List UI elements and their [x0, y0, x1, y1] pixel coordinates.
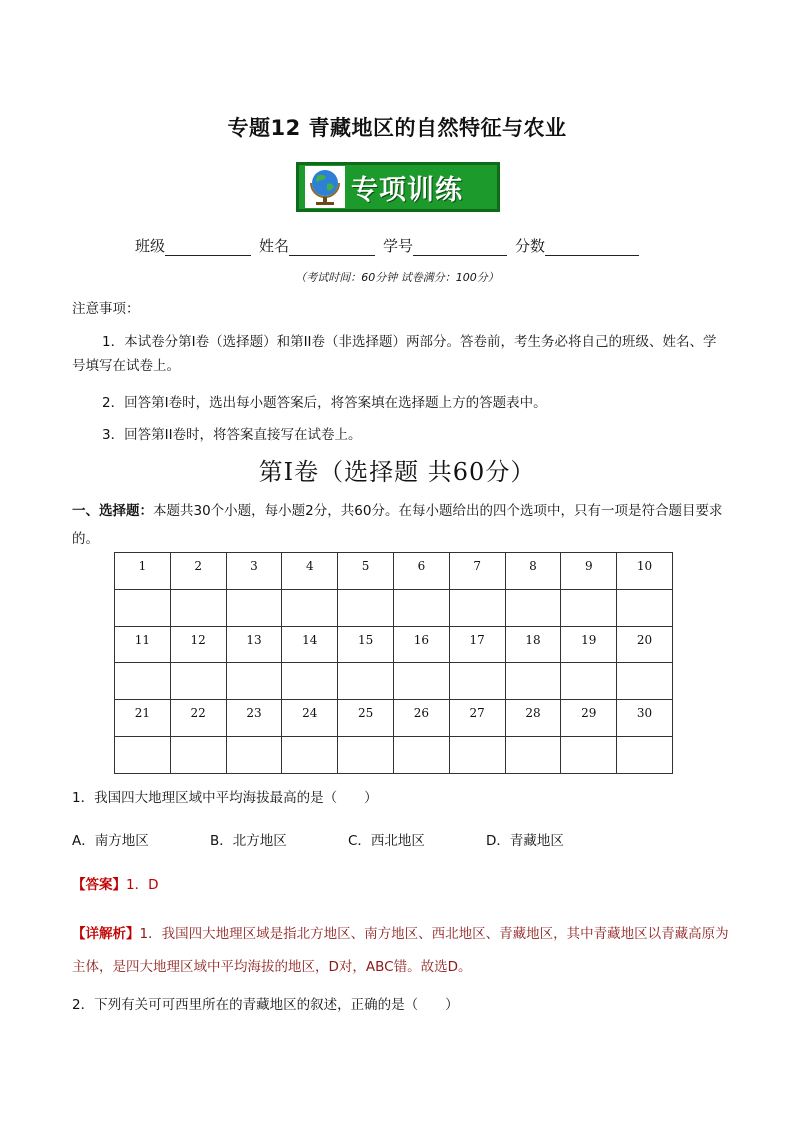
analysis-label: 【详解析】	[72, 926, 140, 942]
question-number: 4	[282, 553, 338, 590]
notice-item: 3．回答第II卷时，将答案直接写在试卷上。	[102, 427, 362, 443]
table-row	[115, 700, 673, 737]
question-number: 20	[617, 626, 673, 663]
question-number: 25	[338, 700, 394, 737]
answer-value: 1．D	[126, 877, 159, 893]
exam-time-note: （考试时间：60分钟 试卷满分：100分）	[295, 271, 499, 284]
answer-cell[interactable]	[449, 589, 505, 626]
table-row	[115, 589, 673, 626]
question-number: 8	[505, 553, 561, 590]
class-label: 班级	[135, 237, 166, 255]
student-id-field[interactable]	[413, 239, 507, 256]
student-info-row	[135, 235, 647, 256]
answer-cell[interactable]	[338, 736, 394, 773]
answer-cell[interactable]	[393, 663, 449, 700]
student-id-label: 学号	[383, 237, 414, 255]
answer-cell[interactable]	[617, 736, 673, 773]
question-number: 5	[338, 553, 394, 590]
question-number: 23	[226, 700, 282, 737]
score-field[interactable]	[545, 239, 639, 256]
answer-cell[interactable]	[505, 589, 561, 626]
answer-label: 【答案】	[72, 877, 126, 893]
question-1-options	[72, 832, 728, 850]
table-row	[115, 626, 673, 663]
question-number: 9	[561, 553, 617, 590]
question-number: 11	[115, 626, 171, 663]
answer-cell[interactable]	[170, 589, 226, 626]
part-one-title: 第I卷（选择题 共60分）	[258, 458, 536, 486]
answer-cell[interactable]	[170, 663, 226, 700]
question-1-stem: 1．我国四大地理区域中平均海拔最高的是（ ）	[72, 790, 378, 806]
question-number: 28	[505, 700, 561, 737]
question-1-analysis	[72, 918, 732, 984]
question-number: 27	[449, 700, 505, 737]
question-number: 12	[170, 626, 226, 663]
analysis-text: 1．我国四大地理区域是指北方地区、南方地区、西北地区、青藏地区，其中青藏地区以青藏高原为主体，是四大地理区域中平均海拔的地区，D对，ABC错。故选D。	[72, 926, 729, 975]
name-field[interactable]	[289, 239, 375, 256]
question-number: 7	[449, 553, 505, 590]
question-number: 29	[561, 700, 617, 737]
table-row	[115, 736, 673, 773]
answer-cell[interactable]	[115, 589, 171, 626]
answer-cell[interactable]	[170, 736, 226, 773]
answer-cell[interactable]	[617, 663, 673, 700]
answer-cell[interactable]	[561, 736, 617, 773]
answer-cell[interactable]	[449, 663, 505, 700]
option-d[interactable]: D．青藏地区	[486, 833, 564, 849]
question-number: 3	[226, 553, 282, 590]
question-number: 21	[115, 700, 171, 737]
globe-icon	[305, 166, 345, 208]
table-row	[115, 553, 673, 590]
table-row	[115, 663, 673, 700]
notice-heading: 注意事项：	[72, 301, 140, 317]
answer-cell[interactable]	[561, 663, 617, 700]
question-number: 2	[170, 553, 226, 590]
question-number: 26	[393, 700, 449, 737]
answer-cell[interactable]	[282, 736, 338, 773]
question-number: 1	[115, 553, 171, 590]
question-number: 24	[282, 700, 338, 737]
banner-label: 专项训练	[351, 174, 463, 206]
page-title: 专题12 青藏地区的自然特征与农业	[227, 116, 567, 140]
question-2-stem: 2．下列有关可可西里所在的青藏地区的叙述，正确的是（ ）	[72, 997, 459, 1013]
answer-cell[interactable]	[449, 736, 505, 773]
answer-cell[interactable]	[226, 589, 282, 626]
training-banner	[296, 162, 500, 212]
section-instructions	[72, 497, 728, 553]
answer-cell[interactable]	[561, 589, 617, 626]
answer-cell[interactable]	[338, 589, 394, 626]
answer-cell[interactable]	[338, 663, 394, 700]
notice-item: 2．回答第I卷时，选出每小题答案后，将答案填在选择题上方的答题表中。	[102, 395, 547, 411]
question-number: 10	[617, 553, 673, 590]
question-number: 18	[505, 626, 561, 663]
answer-cell[interactable]	[282, 589, 338, 626]
answer-cell[interactable]	[282, 663, 338, 700]
question-number: 14	[282, 626, 338, 663]
question-1-answer	[72, 876, 158, 894]
answer-cell[interactable]	[226, 663, 282, 700]
answer-cell[interactable]	[115, 663, 171, 700]
question-number: 22	[170, 700, 226, 737]
section-prefix: 一、选择题：	[72, 503, 153, 519]
answer-cell[interactable]	[505, 663, 561, 700]
score-label: 分数	[515, 237, 546, 255]
question-number: 17	[449, 626, 505, 663]
option-c[interactable]: C．西北地区	[348, 833, 425, 849]
answer-cell[interactable]	[505, 736, 561, 773]
question-number: 30	[617, 700, 673, 737]
question-number: 13	[226, 626, 282, 663]
answer-cell[interactable]	[617, 589, 673, 626]
option-b[interactable]: B．北方地区	[210, 833, 287, 849]
answer-cell[interactable]	[393, 736, 449, 773]
question-number: 19	[561, 626, 617, 663]
notice-item: 1．本试卷分第I卷（选择题）和第II卷（非选择题）两部分。答卷前，考生务必将自己的班级、姓名、学号填写在试卷上。	[72, 334, 717, 374]
option-a[interactable]: A．南方地区	[72, 833, 149, 849]
answer-cell[interactable]	[226, 736, 282, 773]
name-label: 姓名	[259, 237, 290, 255]
question-number: 16	[393, 626, 449, 663]
section-text: 本题共30个小题，每小题2分，共60分。在每小题给出的四个选项中，只有一项是符合题目要求的。	[72, 503, 723, 547]
question-number: 15	[338, 626, 394, 663]
class-field[interactable]	[165, 239, 251, 256]
answer-table	[114, 552, 673, 774]
question-number: 6	[393, 553, 449, 590]
answer-cell[interactable]	[393, 589, 449, 626]
answer-cell[interactable]	[115, 736, 171, 773]
